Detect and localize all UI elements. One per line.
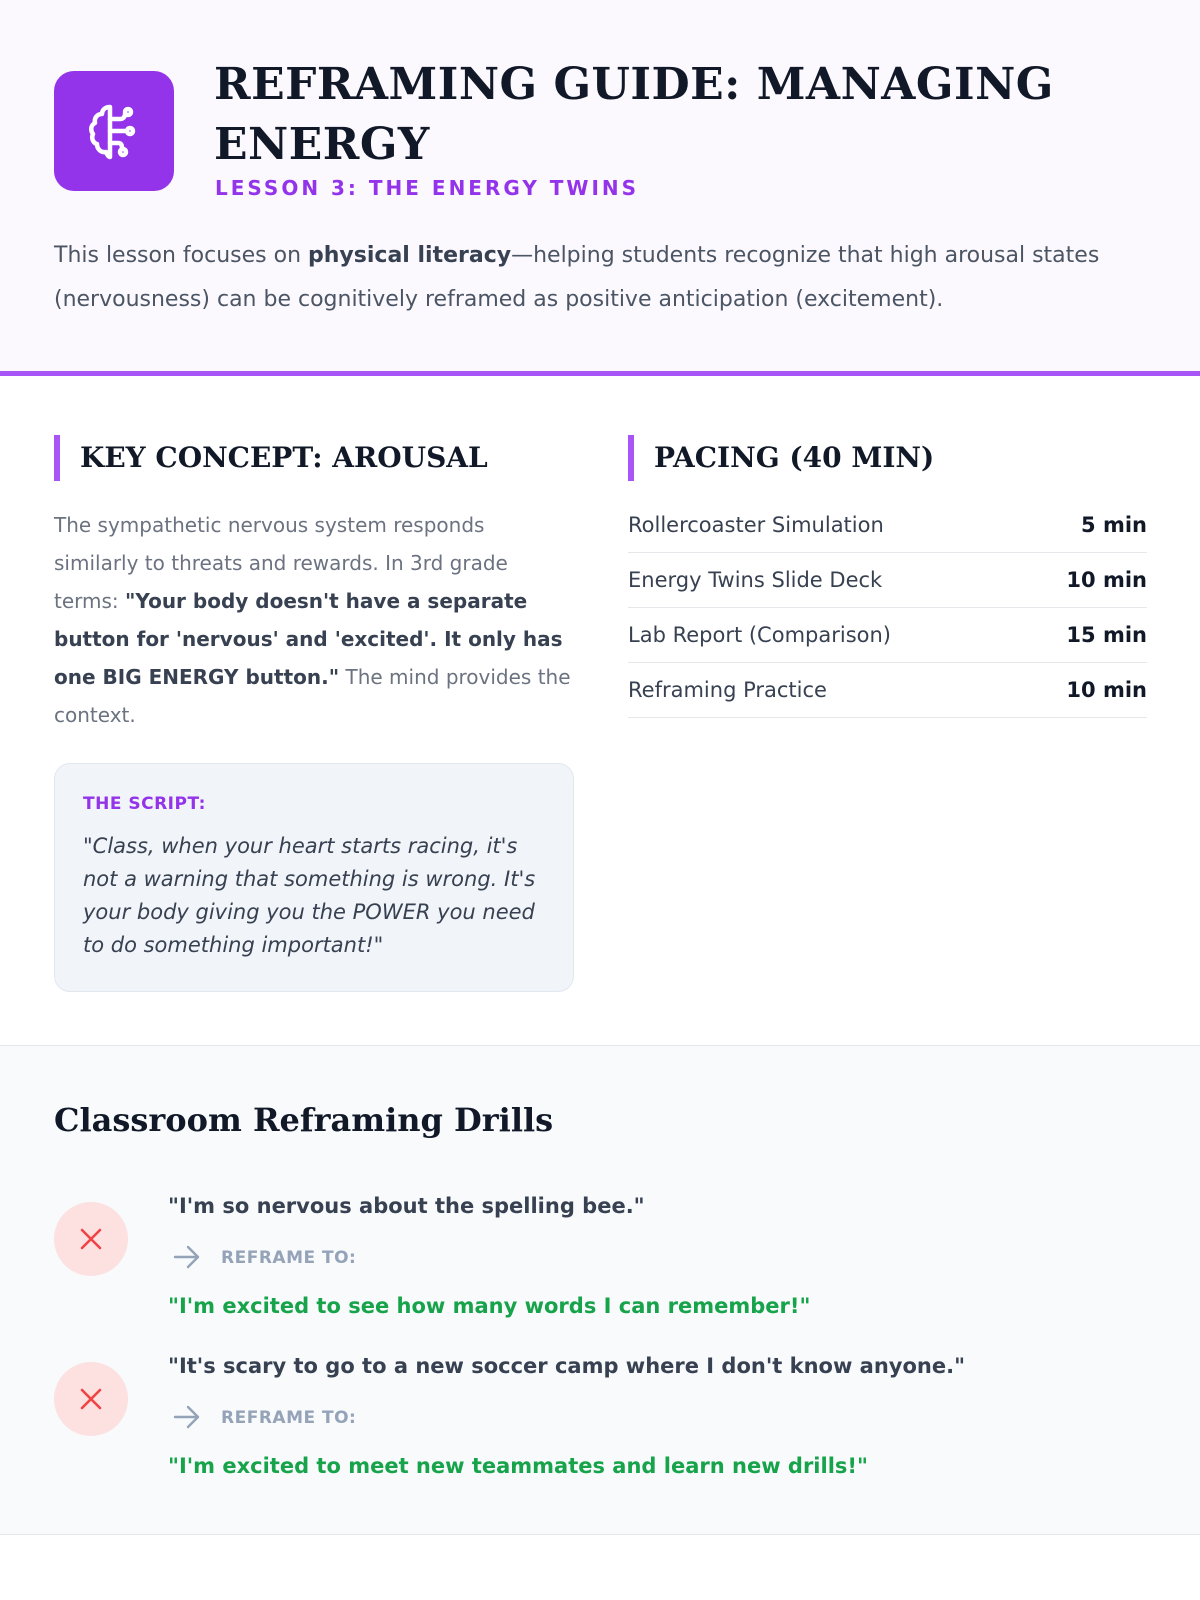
page-title: REFRAMING GUIDE: MANAGING ENERGY [214,59,1054,170]
concept-quote: "Your body doesn't have a separate button for 'nervous' and 'excited'. It only has one BIG ENERGY button." [54,589,563,689]
negative-marker [54,1202,128,1276]
reframe-label: REFRAME TO: [221,1248,357,1268]
negative-statement: "I'm so nervous about the spelling bee." [168,1194,645,1218]
header [0,0,1200,376]
logo-badge [54,71,174,191]
pacing-duration: 10 min [1066,568,1147,592]
intro-text-end: —helping students recognize that high arousal states (nervousness) can be cognitively reframed as positive anticipation (excitement). [54,243,1100,312]
pacing-row [628,608,1147,663]
script-text: "Class, when your heart starts racing, it's not a warning that something is wrong. It's your body giving you the POWER you need to do something important!" [83,834,536,957]
reframe-label: REFRAME TO: [221,1408,357,1428]
pacing-row [628,498,1147,553]
key-concept-text [54,506,574,734]
positive-statement: "I'm excited to meet new teammates and learn new drills!" [168,1454,868,1478]
pacing-list [628,498,1147,718]
close-icon [78,1386,104,1412]
intro-text-start: This lesson focuses on [54,243,309,268]
script-label: THE SCRIPT: [83,794,206,814]
pacing-activity: Rollercoaster Simulation [628,513,884,537]
arrow-right-icon [172,1242,202,1272]
positive-statement: "I'm excited to see how many words I can remember!" [168,1294,811,1318]
key-concept-heading: KEY CONCEPT: AROUSAL [54,435,488,481]
script-callout [54,763,574,992]
pacing-activity: Reframing Practice [628,678,827,702]
negative-marker [54,1362,128,1436]
concept-text-start: The sympathetic nervous system responds similarly to threats and rewards. In 3rd grade terms: [54,513,508,613]
intro-paragraph [54,234,1154,322]
pacing-activity: Lab Report (Comparison) [628,623,891,647]
drills-title: Classroom Reframing Drills [54,1101,554,1139]
drill-item [54,1354,1154,1494]
pacing-activity: Energy Twins Slide Deck [628,568,883,592]
pacing-duration: 5 min [1081,513,1147,537]
drill-item [54,1194,1154,1334]
pacing-heading: PACING (40 MIN) [628,435,934,481]
lesson-subtitle: LESSON 3: THE ENERGY TWINS [215,176,640,200]
close-icon [78,1226,104,1252]
negative-statement: "It's scary to go to a new soccer camp where I don't know anyone." [168,1354,966,1378]
pacing-row [628,663,1147,718]
drills-section [0,1045,1200,1535]
brain-icon [82,99,146,163]
pacing-row [628,553,1147,608]
concept-text-end: The mind provides the context. [54,665,571,727]
intro-emphasis: physical literacy [308,243,512,268]
pacing-duration: 10 min [1066,678,1147,702]
arrow-right-icon [172,1402,202,1432]
pacing-duration: 15 min [1066,623,1147,647]
